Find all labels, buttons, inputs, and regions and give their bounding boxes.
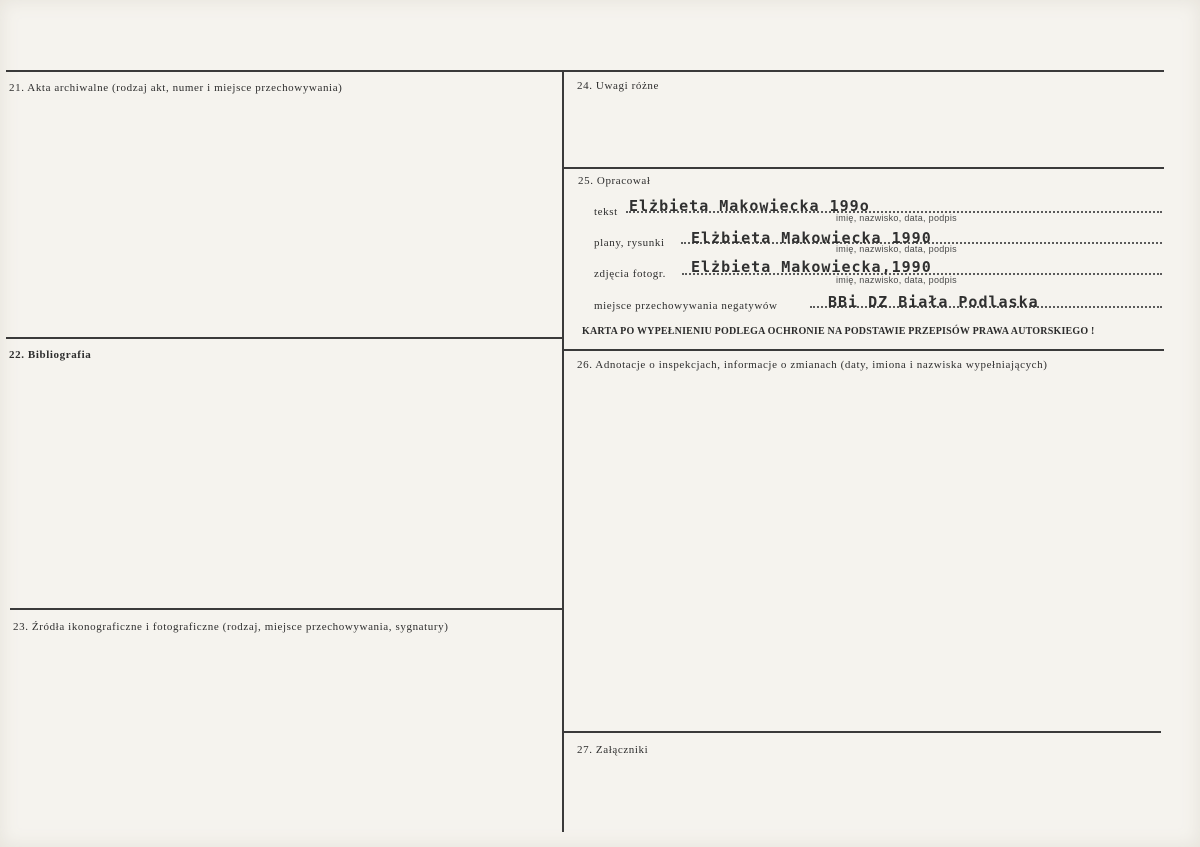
center-divider-line: [562, 70, 564, 832]
zdjecia-value: Elżbieta Makowiecka,1990: [691, 258, 932, 276]
negatywy-value: BBi DZ Biała Podlaska: [828, 293, 1039, 311]
divider-24-25: [563, 167, 1164, 169]
divider-22-23: [10, 608, 563, 610]
zdjecia-hint: imię, nazwisko, data, podpis: [836, 275, 957, 285]
top-border-line: [6, 70, 1164, 72]
copyright-warning: KARTA PO WYPEŁNIENIU PODLEGA OCHRONIE NA PODSTAWIE PRZEPISÓW PRAWA AUTORSKIEGO !: [582, 326, 1095, 337]
plany-hint: imię, nazwisko, data, podpis: [836, 244, 957, 254]
section-24-label: 24. Uwagi różne: [577, 80, 660, 92]
tekst-value: Elżbieta Makowiecka 199o: [629, 197, 870, 215]
divider-21-22: [6, 337, 563, 339]
divider-26-27: [563, 731, 1161, 733]
plany-label: plany, rysunki: [594, 237, 665, 249]
zdjecia-label: zdjęcia fotogr.: [594, 268, 666, 280]
section-26-label: 26. Adnotacje o inspekcjach, informacje o zmianach (daty, imiona i nazwiska wypełniających): [577, 359, 1048, 371]
section-21-label: 21. Akta archiwalne (rodzaj akt, numer i miejsce przechowywania): [9, 82, 343, 94]
divider-25-26: [563, 349, 1164, 351]
negatywy-label: miejsce przechowywania negatywów: [594, 300, 778, 312]
section-22-label: 22. Bibliografia: [9, 349, 92, 361]
plany-value: Elżbieta Makowiecka 1990: [691, 229, 932, 247]
tekst-hint: imię, nazwisko, data, podpis: [836, 213, 957, 223]
section-27-label: 27. Załączniki: [577, 744, 649, 756]
section-23-label: 23. Źródła ikonograficzne i fotograficzne (rodzaj, miejsce przechowywania, sygnatury): [13, 621, 449, 633]
section-25-label: 25. Opracował: [578, 175, 651, 187]
tekst-label: tekst: [594, 206, 618, 218]
